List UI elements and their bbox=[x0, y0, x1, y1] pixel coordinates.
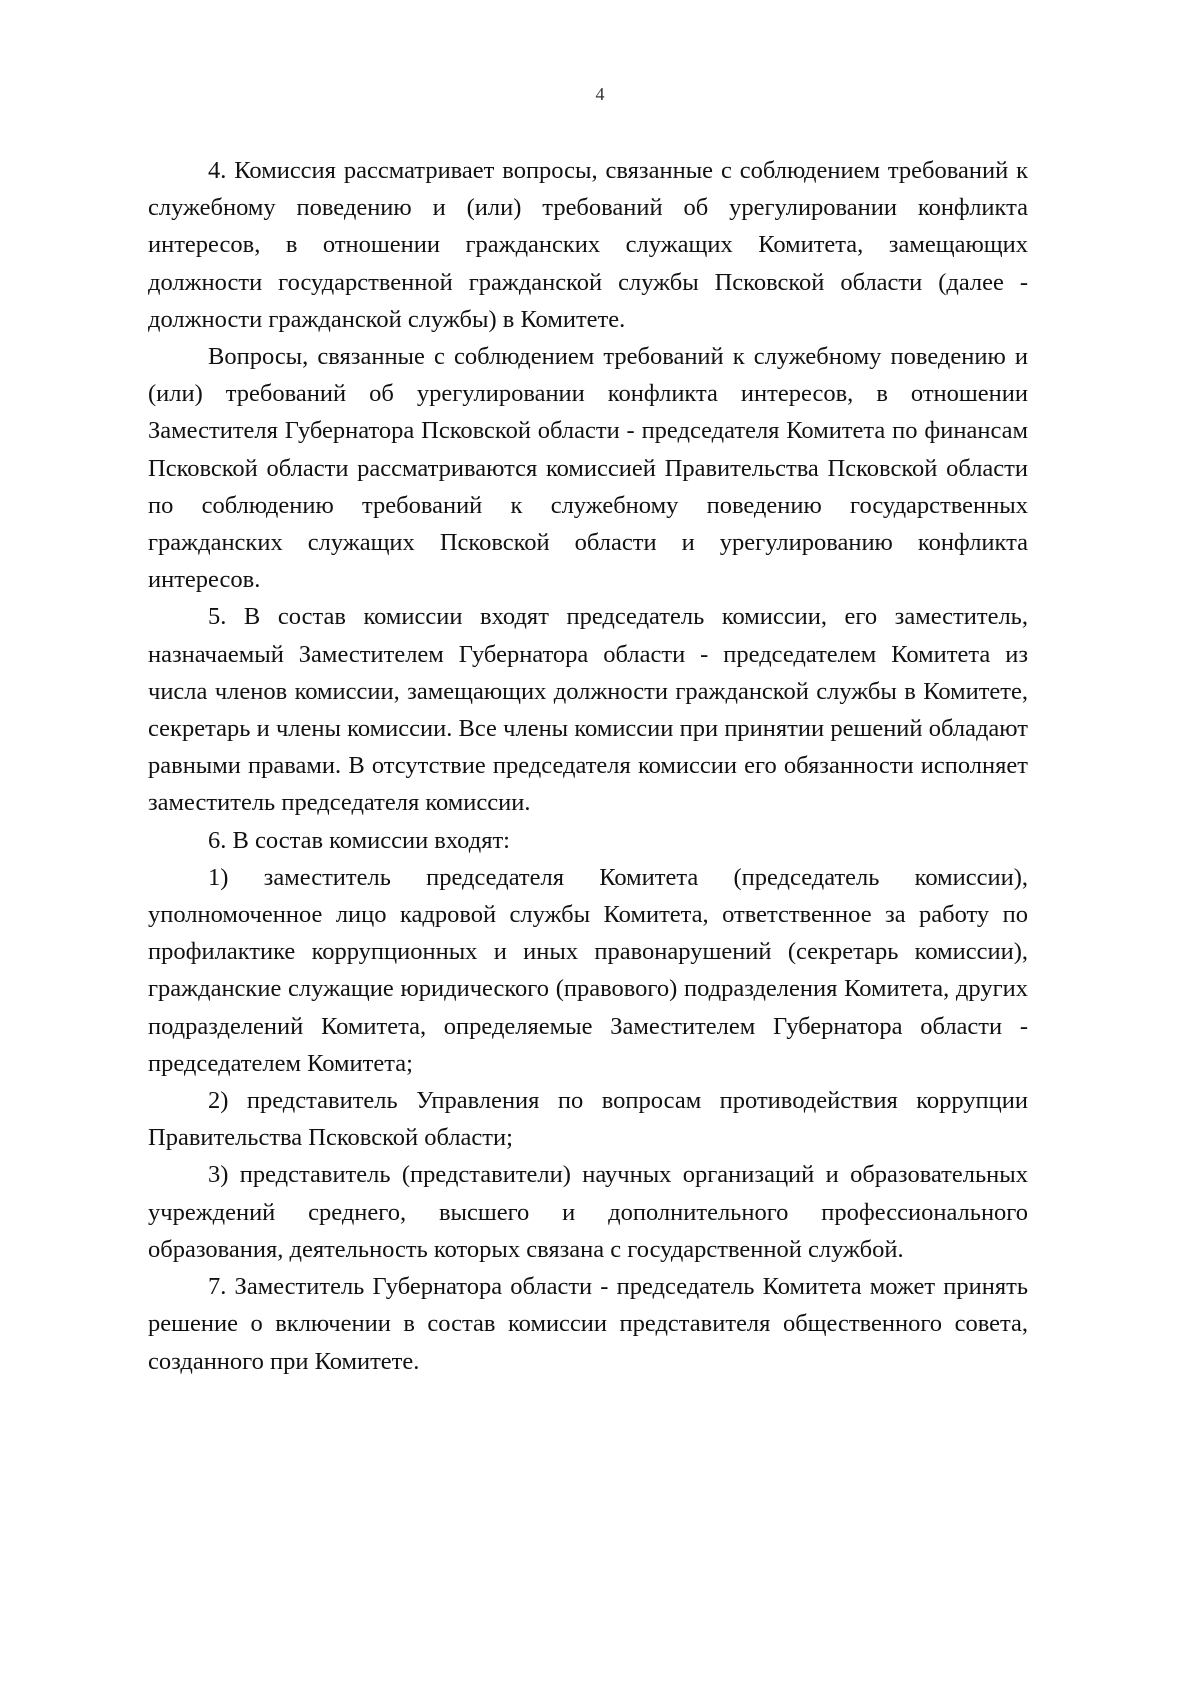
paragraph-item-6-1: 1) заместитель председателя Комитета (председатель комиссии), уполномоченное лицо кадровой службы Комитета, ответственное за работу по профилактике коррупционных и иных правонарушений (секретарь комиссии), гражданские служащие юридического (правового) подразделения Комитета, других подразделений Комитета, определяемые Заместителем Губернатора области - председателем Комитета; bbox=[148, 863, 1028, 1077]
paragraph-item-7: 7. Заместитель Губернатора области - председатель Комитета может принять решение о включении в состав комиссии представителя общественного совета, созданного при Комитете. bbox=[148, 1273, 1028, 1375]
paragraph-item-6: 6. В состав комиссии входят: bbox=[208, 826, 510, 854]
paragraph-item-6-2: 2) представитель Управления по вопросам противодействия коррупции Правительства Псковской области; bbox=[148, 1087, 1028, 1152]
page-number: 4 bbox=[595, 84, 605, 104]
document-body bbox=[148, 152, 1028, 1380]
paragraph-item-4: 4. Комиссия рассматривает вопросы, связанные с соблюдением требований к служебному поведению и (или) требований об урегулировании конфликта интересов, в отношении гражданских служащих Комитета, замещающих должности государственной гражданской службы Псковской области (далее - должности гражданской службы) в Комитете. bbox=[148, 157, 1028, 333]
paragraph-item-6-3: 3) представитель (представители) научных организаций и образовательных учреждений среднего, высшего и дополнительного профессионального образования, деятельность которых связана с государственной службой. bbox=[148, 1161, 1028, 1263]
paragraph-item-4-continued: Вопросы, связанные с соблюдением требований к служебному поведению и (или) требований об урегулировании конфликта интересов, в отношении Заместителя Губернатора Псковской области - председателя Комитета по финансам Псковской области рассматриваются комиссией Правительства Псковской области по соблюдению требований к служебному поведению государственных гражданских служащих Псковской области и урегулированию конфликта интересов. bbox=[148, 343, 1028, 594]
paragraph-item-5: 5. В состав комиссии входят председатель комиссии, его заместитель, назначаемый Заместителем Губернатора области - председателем Комитета из числа членов комиссии, замещающих должности гражданской службы в Комитете, секретарь и члены комиссии. Все члены комиссии при принятии решений обладают равными правами. В отсутствие председателя комиссии его обязанности исполняет заместитель председателя комиссии. bbox=[148, 603, 1028, 817]
